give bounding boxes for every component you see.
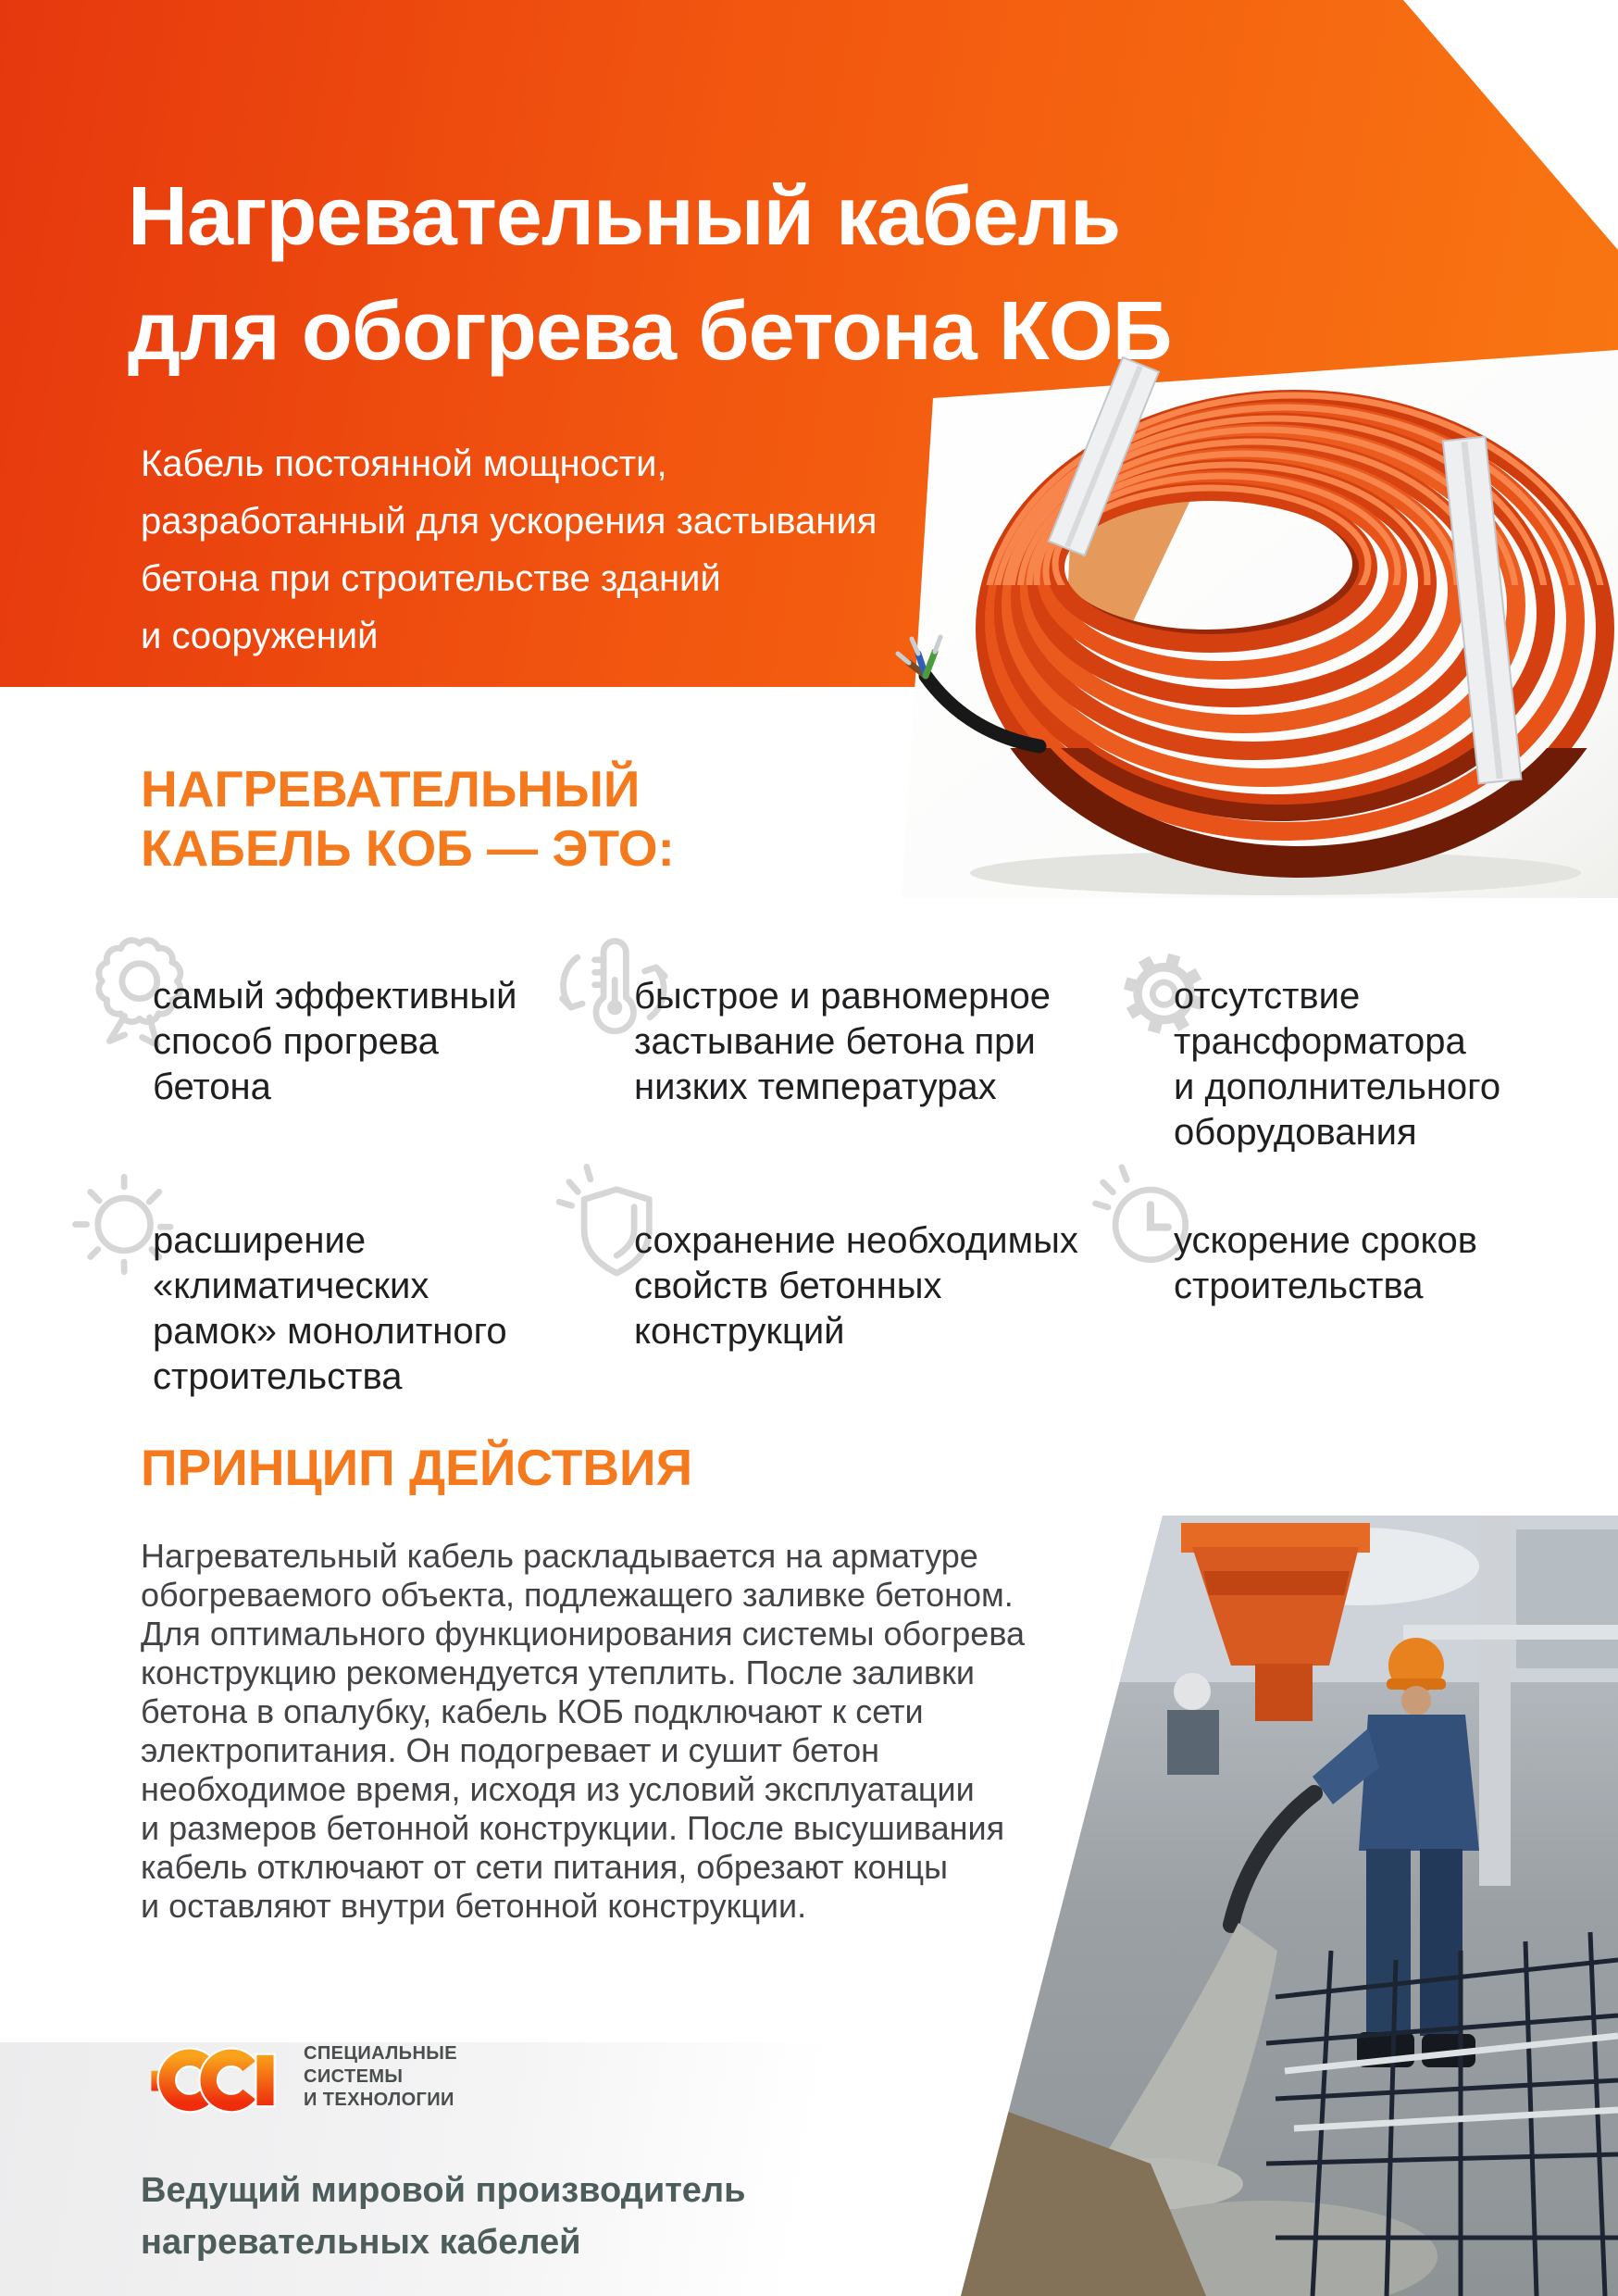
feature-fast-curing: быстрое и равномерное застывание бетона при низких температурах xyxy=(634,976,1051,1107)
construction-photo xyxy=(961,1516,1618,2296)
feature-faster-construction: ускорение сроков строительства xyxy=(1174,1220,1477,1306)
feature-concrete-properties: сохранение необходимых свойств бетонных конструкций xyxy=(634,1220,1078,1352)
principle-body: Нагревательный кабель раскладывается на арматуре обогреваемого объекта, подлежащего заливке бетоном. Для оптимального функционирования системы обогрева конструкцию рекомендуется утеплить. После заливки бетона в опалубку, кабель КОБ подключают к сети электропитания. Он подогревает и сушит бетон необходимое время, исходя из условий эксплуатации и размеров бетонной конструкции. После высушивания кабель отключают от сети питания, обрезают концы и оставляют внутри бетонной конструкции. xyxy=(141,1537,1026,1925)
feature-no-transformer: отсутствие трансформатора и дополнительного оборудования xyxy=(1174,976,1501,1153)
features-heading: НАГРЕВАТЕЛЬНЫЙ КАБЕЛЬ КОБ — ЭТО: xyxy=(141,760,675,877)
footer-tagline: Ведущий мировой производитель нагревательных кабелей xyxy=(141,2171,746,2262)
cct-logo-icon xyxy=(150,2044,291,2118)
cable-coil-photo xyxy=(887,350,1618,905)
company-name: СПЕЦИАЛЬНЫЕ СИСТЕМЫ И ТЕХНОЛОГИИ xyxy=(304,2043,458,2110)
feature-effective-heating: самый эффективный способ прогрева бетона xyxy=(153,976,517,1107)
principle-heading: ПРИНЦИП ДЕЙСТВИЯ xyxy=(141,1439,693,1496)
page-subtitle: Кабель постоянной мощности, разработанный для ускорения застывания бетона при строительстве зданий и сооружений xyxy=(141,443,877,656)
cable-coil-illustration xyxy=(887,350,1618,905)
feature-climate-expansion: расширение «климатических рамок» монолитного строительства xyxy=(153,1220,507,1397)
page-title: Нагревательный кабель для обогрева бетона КОБ xyxy=(128,170,1172,378)
